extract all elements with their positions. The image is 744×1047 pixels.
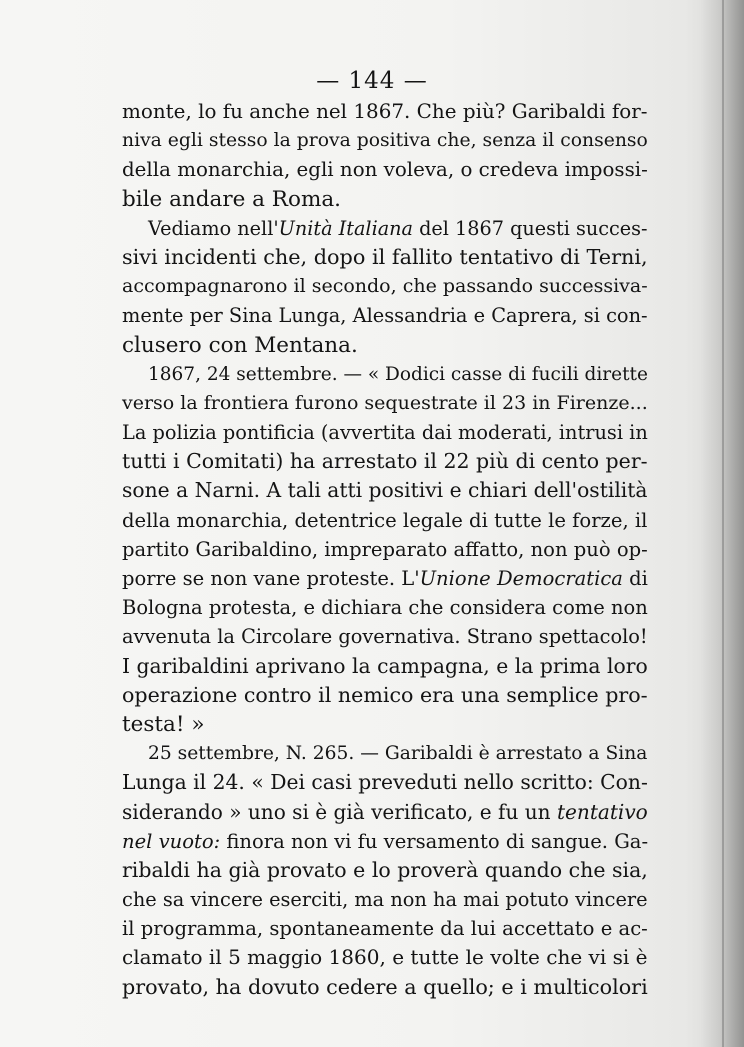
- text-line: [122, 97, 648, 126]
- text-line: [122, 360, 648, 389]
- text-line: [122, 652, 648, 681]
- text-line: [122, 943, 648, 972]
- text-line: [122, 535, 648, 564]
- text-segment: sone a Narni. A tali atti positivi e chiari dell'ostilità: [122, 478, 648, 503]
- text-segment: della monarchia, egli non voleva, o credeva impossi-: [122, 158, 648, 182]
- text-segment: 1867, 24 settembre. — « Dodici casse di fucili dirette: [148, 363, 648, 385]
- text-line: [122, 885, 648, 914]
- text-segment: testa! »: [122, 711, 205, 737]
- text-segment: Vediamo nell': [148, 216, 279, 240]
- text-segment: verso la frontiera furono sequestrate il 23 in Firenze...: [122, 391, 648, 414]
- text-segment: sivi incidenti che, dopo il fallito tentativo di Terni,: [122, 244, 648, 269]
- text-segment: monte, lo fu anche nel 1867. Che più? Garibaldi for-: [122, 100, 648, 123]
- text-segment: mente per Sina Lunga, Alessandria e Caprera, si con-: [122, 304, 648, 328]
- text-segment: avvenuta la Circolare governativa. Strano spettacolo!: [122, 625, 648, 649]
- text-segment: porre se non vane proteste. L': [122, 567, 420, 590]
- text-segment: niva egli stesso la prova positiva che, senza il consenso: [122, 130, 648, 152]
- text-line: [122, 418, 648, 447]
- text-segment: finora non vi fu versamento di sangue. Ga-: [220, 829, 649, 853]
- text-line: [122, 301, 648, 330]
- text-line: [122, 681, 648, 710]
- italic-text: tentativo: [556, 799, 648, 824]
- text-segment: accompagnarono il secondo, che passando successiva-: [122, 275, 648, 298]
- text-line: [122, 768, 648, 797]
- text-line: [122, 272, 648, 301]
- text-line: [122, 593, 648, 622]
- text-line: [122, 564, 648, 593]
- text-segment: partito Garibaldino, impreparato affatto, non può op-: [122, 537, 648, 561]
- text-segment: 25 settembre, N. 265. — Garibaldi è arrestato a Sina: [148, 743, 648, 765]
- text-line: [122, 827, 648, 856]
- text-line: [122, 447, 648, 476]
- text-line: [122, 914, 648, 943]
- text-segment: della monarchia, detentrice legale di tutte le forze, il: [122, 508, 648, 532]
- text-line: [122, 185, 648, 214]
- text-segment: Lunga il 24. « Dei casi preveduti nello scritto: Con-: [122, 770, 648, 795]
- text-segment: tutti i Comitati) ha arrestato il 22 più di cento per-: [122, 449, 648, 474]
- text-line: [122, 798, 648, 827]
- text-line: [122, 331, 648, 360]
- text-line: [122, 856, 648, 885]
- body-text: [122, 97, 648, 1002]
- text-line: [122, 710, 648, 739]
- text-line: [122, 622, 648, 651]
- text-line: [122, 214, 648, 243]
- text-line: [122, 389, 648, 418]
- page-number: — 144 —: [316, 68, 428, 94]
- text-line: [122, 155, 648, 184]
- italic-text: Unità Italiana: [278, 216, 414, 240]
- text-line: [122, 476, 648, 505]
- text-line: [122, 243, 648, 272]
- text-segment: provato, ha dovuto cedere a quello; e i multicolori: [122, 974, 648, 999]
- text-segment: ribaldi ha già provato e lo proverà quando che sia,: [122, 857, 648, 882]
- text-line: [122, 973, 648, 1002]
- italic-text: Unione Democratica: [419, 567, 623, 590]
- text-segment: del 1867 questi succes-: [413, 216, 648, 240]
- text-segment: clamato il 5 maggio 1860, e tutte le volte che vi si è: [122, 945, 648, 970]
- text-segment: operazione contro il nemico era una semplice pro-: [122, 682, 648, 707]
- text-segment: I garibaldini aprivano la campagna, e la prima loro: [122, 653, 648, 678]
- text-line: [122, 506, 648, 535]
- text-segment: clusero con Mentana.: [122, 332, 358, 358]
- text-segment: bile andare a Roma.: [122, 186, 341, 212]
- text-line: [122, 126, 648, 155]
- text-segment: di: [622, 567, 648, 590]
- text-segment: siderando » uno si è già verificato, e fu un: [122, 799, 557, 824]
- italic-text: nel vuoto:: [122, 829, 221, 853]
- text-segment: La polizia pontificia (avvertita dai moderati, intrusi in: [122, 421, 648, 445]
- text-line: [122, 739, 648, 768]
- text-segment: il programma, spontaneamente da lui accettato e ac-: [122, 917, 648, 941]
- page-fold-line: [722, 0, 724, 1047]
- text-segment: che sa vincere eserciti, ma non ha mai potuto vincere: [122, 888, 648, 912]
- text-segment: Bologna protesta, e dichiara che considera come non: [122, 596, 648, 620]
